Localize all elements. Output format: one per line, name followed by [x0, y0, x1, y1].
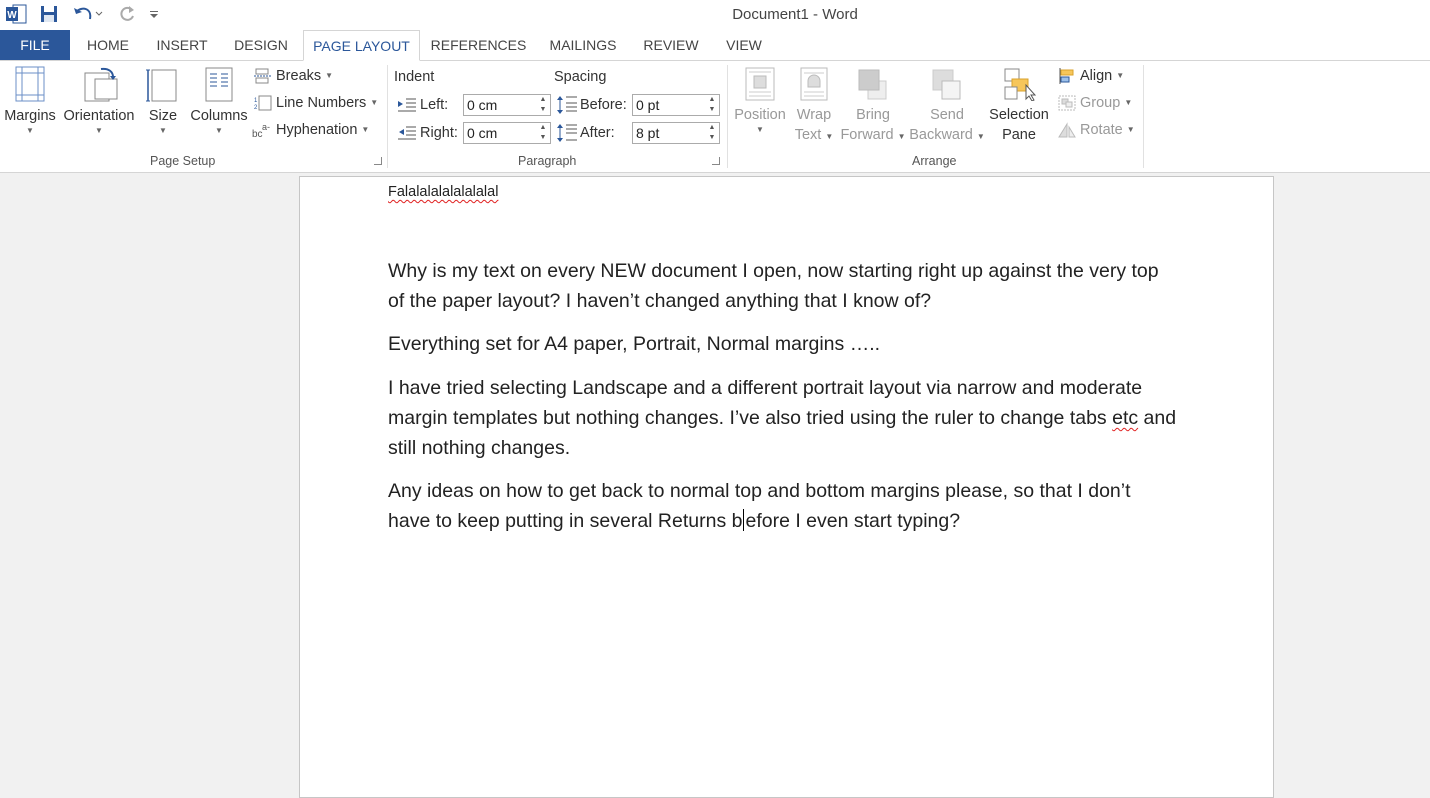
chevron-down-icon: ▼: [756, 125, 764, 134]
hyphenation-button[interactable]: [252, 119, 369, 141]
orientation-icon: [79, 66, 119, 102]
size-button[interactable]: [143, 66, 183, 136]
orientation-label: Orientation: [63, 108, 135, 124]
spinner-arrows-icon[interactable]: ▲ ▼: [539, 124, 547, 141]
tab-design[interactable]: DESIGN: [234, 37, 288, 53]
selection-pane-icon: [1002, 67, 1036, 101]
orientation-button[interactable]: [60, 66, 138, 136]
tab-references[interactable]: REFERENCES: [430, 37, 527, 53]
margins-icon: [15, 66, 45, 102]
chevron-down-icon: ▼: [95, 126, 103, 135]
svg-text:1: 1: [254, 98, 258, 104]
svg-text:W: W: [7, 10, 17, 21]
spacing-after-input[interactable]: [632, 122, 720, 144]
page-setup-launcher-icon[interactable]: [374, 157, 382, 165]
spinner-arrows-icon[interactable]: ▲ ▼: [708, 124, 716, 141]
group-label: Group: [1080, 95, 1121, 111]
bring-forward-button[interactable]: [838, 67, 908, 147]
send-backward-label-1: Send: [930, 107, 964, 123]
ribbon: [0, 61, 1430, 173]
chevron-down-icon: ▼: [976, 132, 985, 141]
position-icon: [744, 67, 776, 101]
group-icon: [1058, 95, 1076, 111]
spacing-before-label: Before:: [580, 97, 627, 113]
paragraph-3-text-a: I have tried selecting Landscape and a different portrait layout via narrow and moderate margin templates but nothing changes. I’ve also tried using the ruler to change tabs: [388, 377, 1143, 429]
line-numbers-label: Line Numbers: [276, 95, 367, 111]
svg-text:a-: a-: [262, 122, 271, 132]
indent-left-input[interactable]: [463, 94, 551, 116]
tab-insert[interactable]: INSERT: [156, 37, 208, 53]
group-divider: [387, 65, 388, 168]
selection-pane-label-2: Pane: [1002, 127, 1036, 143]
bring-forward-icon: [856, 67, 890, 101]
chevron-down-icon: ▼: [825, 132, 834, 141]
rotate-label: Rotate: [1080, 122, 1123, 138]
tab-file[interactable]: FILE: [0, 30, 70, 60]
paragraph-4-text-b: efore I even start typing?: [745, 510, 961, 532]
breaks-icon: [254, 68, 272, 84]
margins-button[interactable]: [2, 66, 58, 136]
svg-text:bc: bc: [252, 129, 263, 138]
spinner-arrows-icon[interactable]: ▲ ▼: [539, 96, 547, 113]
chevron-down-icon: ▼: [325, 71, 334, 80]
spacing-before-input[interactable]: [632, 94, 720, 116]
window-title: Document1 - Word: [732, 6, 858, 23]
columns-icon: [204, 66, 234, 102]
spacing-after-icon: [556, 123, 578, 143]
spacing-after-value: 8 pt: [636, 125, 660, 141]
paragraph-4[interactable]: [388, 476, 1178, 536]
line-numbers-icon: [254, 95, 272, 111]
indent-right-value: 0 cm: [467, 125, 498, 141]
spelling-error-etc[interactable]: etc: [1112, 407, 1139, 429]
group-button[interactable]: [1058, 92, 1132, 114]
indent-right-label: Right:: [420, 125, 458, 141]
header-text[interactable]: [388, 184, 498, 200]
align-label: Align: [1080, 68, 1113, 84]
chevron-down-icon: ▼: [361, 125, 370, 134]
indent-left-icon: [397, 98, 417, 112]
position-button[interactable]: [731, 67, 789, 135]
send-backward-label-2-text: Backward: [909, 127, 973, 143]
chevron-down-icon: ▼: [370, 98, 379, 107]
columns-button[interactable]: [188, 66, 250, 136]
hyphenation-icon: [252, 122, 272, 138]
chevron-down-icon: ▼: [1126, 125, 1135, 134]
tab-mailings[interactable]: MAILINGS: [549, 37, 617, 53]
columns-label: Columns: [190, 108, 248, 124]
chevron-down-icon: ▼: [1116, 71, 1125, 80]
svg-text:2: 2: [254, 105, 258, 111]
tab-page-layout[interactable]: PAGE LAYOUT: [303, 30, 420, 61]
tab-home[interactable]: HOME: [87, 37, 129, 53]
paragraph-launcher-icon[interactable]: [712, 157, 720, 165]
spacing-heading: Spacing: [554, 69, 607, 85]
indent-left-value: 0 cm: [467, 97, 498, 113]
wrap-text-label-1: Wrap: [796, 107, 832, 123]
rotate-button[interactable]: [1058, 119, 1135, 141]
wrap-text-icon: [799, 67, 829, 101]
paragraph-3-text-c: and still nothing changes.: [388, 407, 1177, 459]
page-setup-group-label: Page Setup: [150, 154, 216, 168]
chevron-down-icon: ▼: [897, 132, 906, 141]
margins-label: Margins: [4, 108, 56, 124]
document-page[interactable]: [299, 176, 1274, 798]
paragraph-4-text-a: Any ideas on how to get back to normal top and bottom margins please, so that I don’t have to keep putting in several Returns b: [388, 480, 1131, 532]
title-bar: [0, 0, 1430, 30]
bring-forward-label-1: Bring: [856, 107, 890, 123]
chevron-down-icon: ▼: [159, 126, 167, 135]
size-icon: [146, 66, 180, 102]
tab-view[interactable]: VIEW: [726, 37, 762, 53]
chevron-down-icon: ▼: [1124, 98, 1133, 107]
bring-forward-label-2-text: Forward: [840, 127, 894, 143]
wrap-text-label-2-text: Text: [794, 127, 822, 143]
paragraph-2[interactable]: Everything set for A4 paper, Portrait, Normal margins …..: [388, 333, 881, 355]
indent-right-icon: [397, 126, 417, 140]
spacing-before-value: 0 pt: [636, 97, 660, 113]
selection-pane-button[interactable]: [986, 67, 1052, 145]
breaks-button[interactable]: [254, 65, 333, 87]
bring-forward-label-2: [838, 125, 908, 147]
selection-pane-label-1: Selection: [989, 107, 1049, 123]
send-backward-button[interactable]: [908, 67, 986, 147]
paragraph-group-label: Paragraph: [518, 154, 577, 168]
chevron-down-icon: ▼: [26, 126, 34, 135]
position-label: Position: [734, 107, 786, 123]
send-backward-icon: [930, 67, 964, 101]
ribbon-tabs: [0, 30, 1430, 61]
wrap-text-label-2: [792, 125, 836, 147]
paragraph-3[interactable]: [388, 373, 1178, 463]
indent-right-input[interactable]: [463, 122, 551, 144]
breaks-label: Breaks: [276, 68, 322, 84]
align-button[interactable]: [1058, 65, 1124, 87]
tab-review[interactable]: REVIEW: [643, 37, 699, 53]
spacing-after-label: After:: [580, 125, 615, 141]
indent-heading: Indent: [394, 69, 435, 85]
group-divider: [1143, 65, 1144, 168]
line-numbers-button[interactable]: [254, 92, 378, 114]
spacing-before-icon: [556, 95, 578, 115]
size-label: Size: [148, 108, 178, 124]
paragraph-1[interactable]: Why is my text on every NEW document I open, now starting right up against the very top of the paper layout? I haven’t changed anything that I know of?: [388, 260, 1159, 312]
hyphenation-label: Hyphenation: [276, 122, 358, 138]
spinner-arrows-icon[interactable]: ▲ ▼: [708, 96, 716, 113]
header-text-content: Falalalalalalalalal: [388, 184, 499, 200]
group-divider: [727, 65, 728, 168]
arrange-group-label: Arrange: [912, 154, 957, 168]
send-backward-label-2: [908, 125, 986, 147]
indent-left-label: Left:: [420, 97, 449, 113]
align-icon: [1058, 68, 1076, 84]
rotate-icon: [1058, 122, 1076, 138]
wrap-text-button[interactable]: [792, 67, 836, 147]
chevron-down-icon: ▼: [215, 126, 223, 135]
